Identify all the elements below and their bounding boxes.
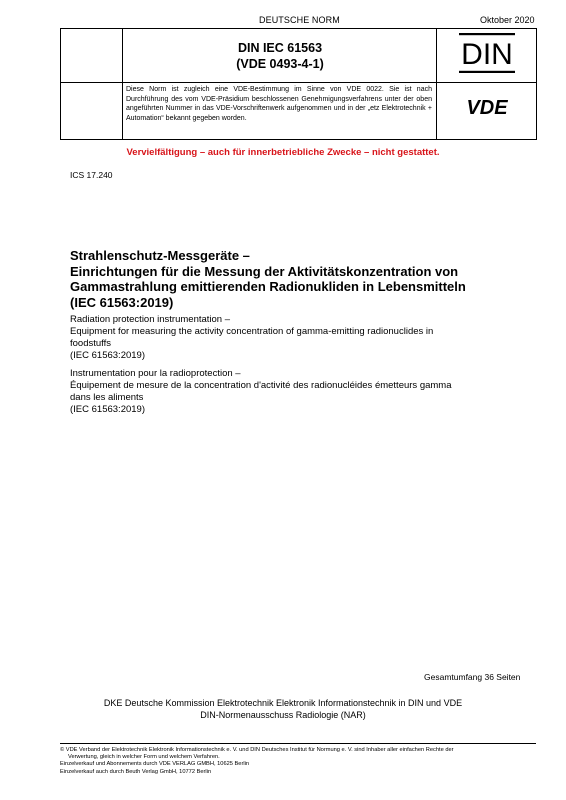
header-column-divider-right <box>436 28 437 140</box>
header-middle-rule <box>60 82 536 83</box>
vde-regulation-notice: Diese Norm ist zugleich eine VDE-Bestimmung im Sinne von VDE 0022. Sie ist nach Durchführung des vom VDE-Präsidium beschlossenen Genehmigungsverfahrens unter der oben angeführten Nummer in das VDE-Vorschriftenwerk aufgenommen und in der „etz Elektrotechnik + Automation“ bekannt gegeben worden. <box>126 86 432 122</box>
vde-logo-text: VDE <box>466 97 508 117</box>
vde-classification: (VDE 0493-4-1) <box>236 57 324 71</box>
english-title-line: Radiation protection instrumentation – <box>70 314 231 325</box>
german-title <box>70 248 540 310</box>
footer-line: Einzelverkauf auch durch Beuth Verlag GmbH, 10772 Berlin <box>60 768 212 775</box>
din-logo-mark <box>459 33 515 73</box>
german-title-line: Strahlenschutz-Messgeräte – <box>70 248 250 263</box>
header-bottom-rule <box>60 139 536 140</box>
english-title-line: foodstuffs <box>70 338 112 349</box>
footer-line: Einzelverkauf und Abonnements durch VDE VERLAG GMBH, 10625 Berlin <box>60 761 250 768</box>
header-top-rule <box>60 28 536 29</box>
header-left-border <box>60 28 61 140</box>
header-right-border <box>536 28 537 140</box>
english-title-line: (IEC 61563:2019) <box>70 350 145 361</box>
header-column-divider-left <box>122 28 123 140</box>
document-type-label: DEUTSCHE NORM <box>259 15 340 25</box>
total-pages: Gesamtumfang 36 Seiten <box>424 672 521 682</box>
footer-line: © VDE Verband der Elektrotechnik Elektronik Informationstechnik e. V. und DIN Deutsches Institut für Normung e. V. sind Inhaber aller einfachen Rechte der <box>60 747 454 753</box>
footer-line: Verwertung, gleich in welcher Form und welchem Verfahren. <box>68 754 220 761</box>
german-title-line: (IEC 61563:2019) <box>70 294 174 310</box>
footer-rule <box>60 743 536 744</box>
french-title-line: Équipement de mesure de la concentration d'activité des radionucléides émetteurs gamma <box>70 380 452 391</box>
standard-designation <box>125 40 435 72</box>
copyright-footer <box>60 747 530 776</box>
english-title <box>70 314 540 362</box>
french-title <box>70 368 540 416</box>
din-logo-text: DIN <box>461 38 513 71</box>
vde-logo-mark <box>452 97 522 117</box>
french-title-line: Instrumentation pour la radioprotection – <box>70 368 241 379</box>
german-title-line: Gammastrahlung emittierenden Radionukliden in Lebensmitteln <box>70 279 466 294</box>
english-title-line: Equipment for measuring the activity concentration of gamma-emitting radionuclides in <box>70 326 434 337</box>
vde-logo <box>452 97 522 117</box>
german-title-line: Einrichtungen für die Messung der Aktivitätskonzentration von <box>70 263 459 279</box>
responsible-committee <box>0 697 566 721</box>
french-title-line: (IEC 61563:2019) <box>70 404 145 415</box>
french-title-line: dans les aliments <box>70 392 144 403</box>
reproduction-warning: Vervielfältigung – auch für innerbetriebliche Zwecke – nicht gestattet. <box>126 147 440 158</box>
committee-line: DIN-Normenausschuss Radiologie (NAR) <box>200 710 366 720</box>
committee-line: DKE Deutsche Kommission Elektrotechnik Elektronik Informationstechnik in DIN und VDE <box>103 698 463 708</box>
standard-number: DIN IEC 61563 <box>237 41 323 55</box>
ics-code: ICS 17.240 <box>70 170 113 180</box>
din-logo <box>459 33 515 73</box>
publication-date: Oktober 2020 <box>480 15 535 25</box>
